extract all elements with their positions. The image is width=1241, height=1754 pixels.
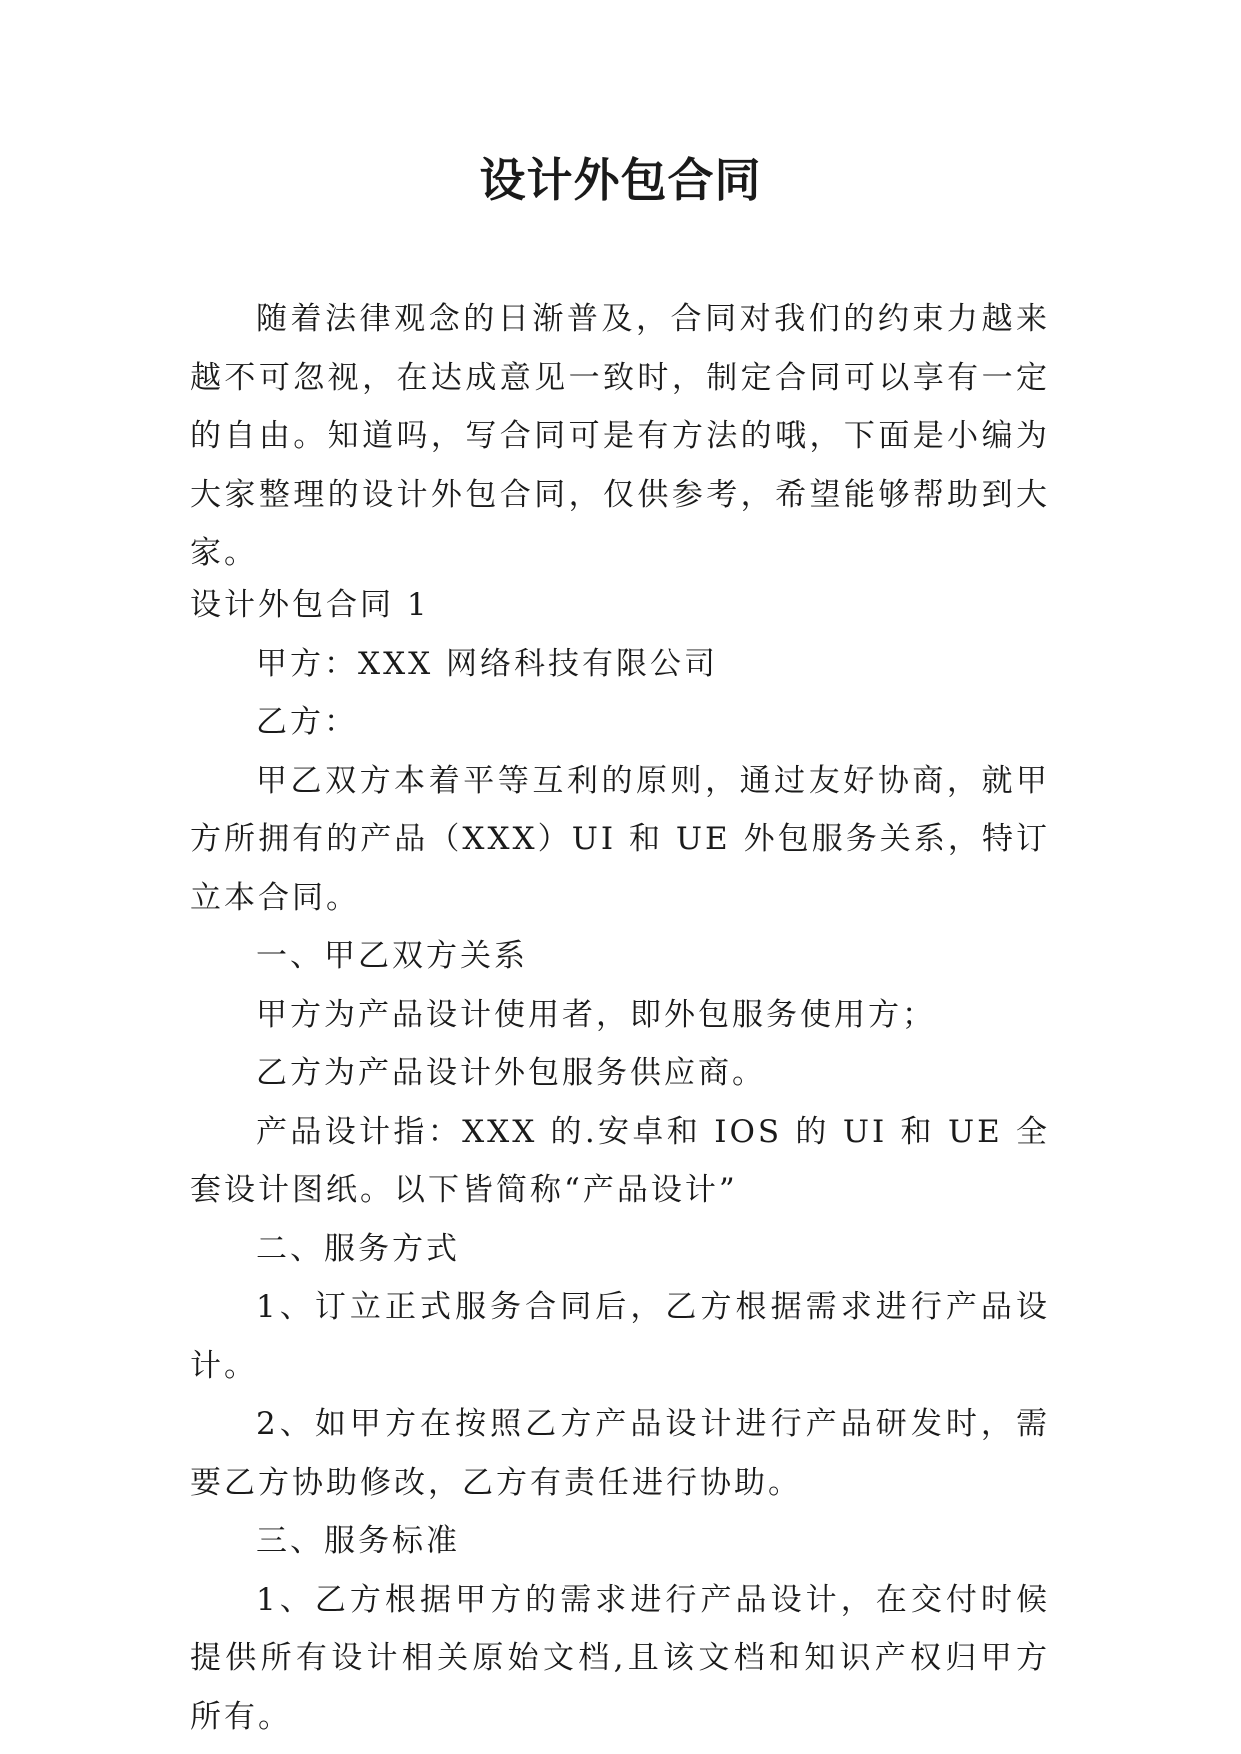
clause-1-title: 一、甲乙双方关系 — [256, 938, 528, 974]
intro-paragraph: 随着法律观念的日渐普及，合同对我们的约束力越来越不可忽视，在达成意见一致时，制定合同可以享有一定的自由。知道吗，写合同可是有方法的哦，下面是小编为大家整理的设计外包合同，仅供参考，希望能够帮助到大家。 — [190, 301, 1050, 571]
party-a-line: 甲方：XXX 网络科技有限公司 — [256, 645, 719, 682]
document-title: 设计外包合同 — [479, 153, 762, 207]
clause-1-party-a: 甲方为产品设计使用者，即外包服务使用方； — [256, 996, 936, 1033]
contract-section — [190, 576, 1050, 1746]
preamble-paragraph: 甲乙双方本着平等互利的原则，通过友好协商，就甲方所拥有的产品（XXX）UI 和 UE 外包服务关系，特订立本合同。 — [190, 762, 1050, 916]
clause-2-item-1: 1、订立正式服务合同后，乙方根据需求进行产品设计。 — [190, 1289, 1050, 1384]
intro-section — [190, 290, 1050, 583]
section-heading: 设计外包合同 1 — [190, 587, 430, 623]
clause-3-title: 三、服务标准 — [256, 1523, 460, 1559]
clause-2-item-2: 2、如甲方在按照乙方产品设计进行产品研发时，需要乙方协助修改，乙方有责任进行协助。 — [190, 1406, 1050, 1501]
clause-3-item-1: 1、乙方根据甲方的需求进行产品设计，在交付时候提供所有设计相关原始文档,且该文档和知识产权归甲方所有。 — [190, 1581, 1050, 1735]
clause-1-definition: 产品设计指：XXX 的.安卓和 IOS 的 UI 和 UE 全套设计图纸。以下皆简称“产品设计” — [190, 1113, 1050, 1208]
clause-2-title: 二、服务方式 — [256, 1230, 460, 1267]
clause-1-party-b: 乙方为产品设计外包服务供应商。 — [256, 1055, 766, 1091]
party-b-line: 乙方： — [256, 704, 358, 740]
